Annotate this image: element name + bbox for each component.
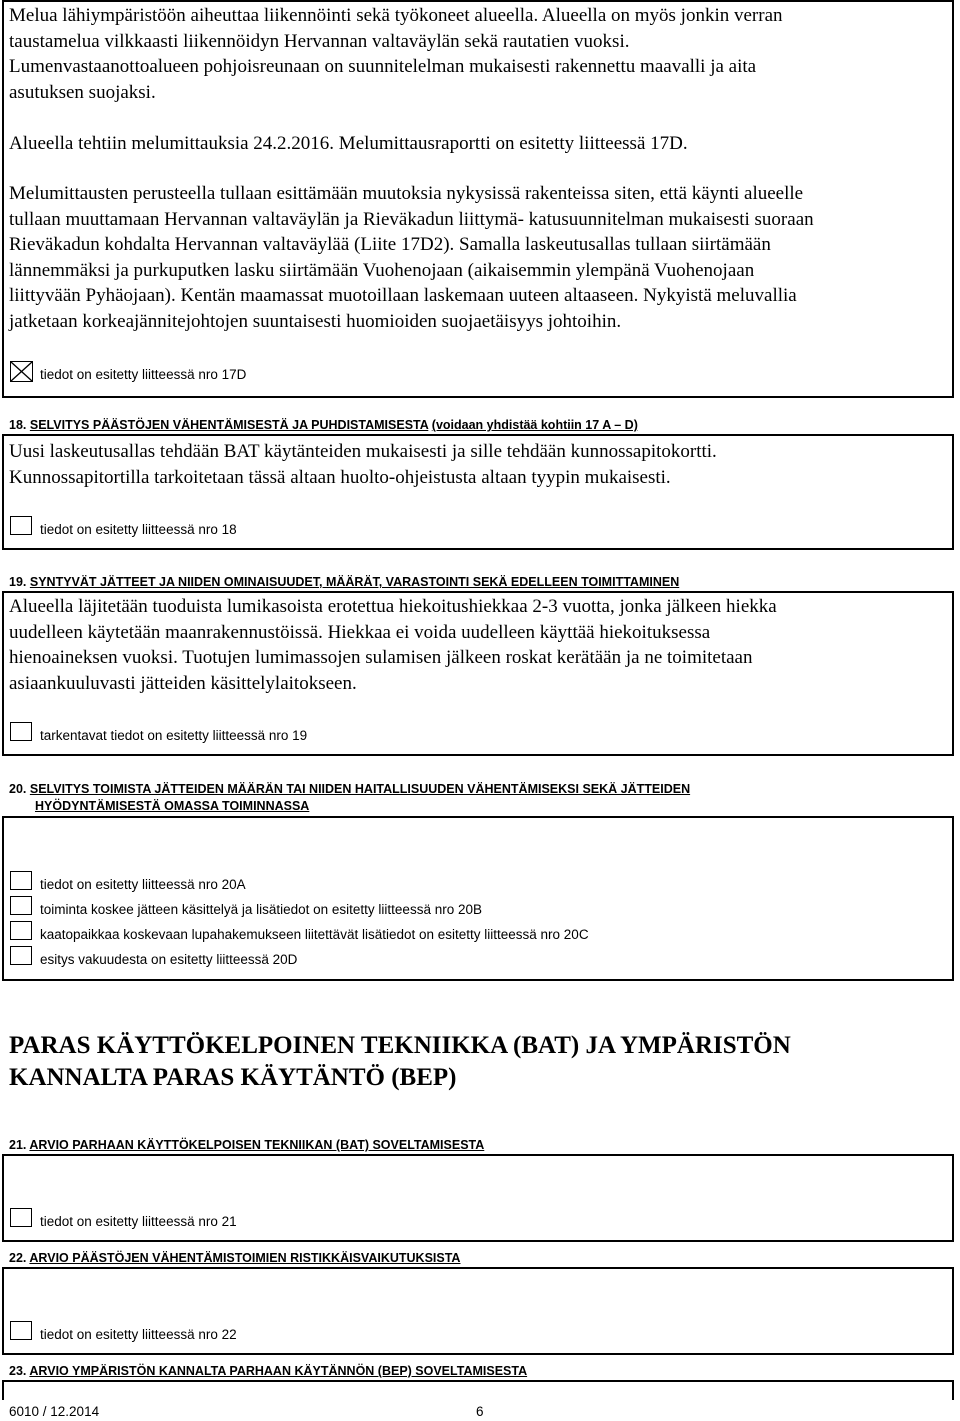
checkbox-18-label: tiedot on esitetty liitteessä nro 18 [40, 522, 237, 537]
checkbox-20d[interactable] [10, 946, 32, 965]
section-19-heading [9, 574, 679, 591]
text-line: Melua lähiympäristöön aiheuttaa liikennöinti sekä työkoneet alueella. Alueella on myös jonkin verran [9, 5, 783, 26]
checkbox-21-label: tiedot on esitetty liitteessä nro 21 [40, 1214, 237, 1229]
text-line: taustamelua vilkkaasti liikennöidyn Hervannan valtaväylän sekä rautatien vuoksi. [9, 30, 630, 52]
checkbox-17d[interactable] [10, 361, 33, 382]
section-17-paragraph-2 [9, 181, 814, 335]
heading-line-2: KANNALTA PARAS KÄYTÄNTÖ (BEP) [9, 1064, 457, 1091]
page-number: 6 [476, 1404, 484, 1419]
heading-line-1: PARAS KÄYTTÖKELPOINEN TEKNIIKKA (BAT) JA YMPÄRISTÖN [9, 1032, 791, 1059]
checkbox-20c-label: kaatopaikkaa koskevaan lupahakemukseen liitettävät lisätiedot on esitetty liitteessä nro 20C [40, 927, 589, 942]
section-title: SYNTYVÄT JÄTTEET JA NIIDEN OMINAISUUDET, MÄÄRÄT, VARASTOINTI SEKÄ EDELLEEN TOIMITTAMINEN [29, 575, 680, 589]
text-line: tullaan muuttamaan Hervannan valtaväylän ja Rieväkadun liittymä- katusuunnitelman mukaisesti suoraan [9, 208, 814, 230]
checkbox-20d-label: esitys vakuudesta on esitetty liitteessä 20D [40, 952, 298, 967]
checkbox-19[interactable] [10, 722, 32, 741]
section-note: (voidaan yhdistää kohtiin 17 A – D) [431, 418, 638, 432]
form-code: 6010 / 12.2014 [9, 1404, 100, 1419]
text-line: Kunnossapitortilla tarkoitetaan tässä altaan huolto-ohjeistusta altaan tyypin mukaisesti. [9, 466, 671, 488]
section-title: ARVIO PARHAAN KÄYTTÖKELPOISEN TEKNIIKAN (BAT) SOVELTAMISESTA [29, 1138, 485, 1152]
section-22-heading [9, 1250, 460, 1267]
text-line: Uusi laskeutusallas tehdään BAT käytänteiden mukaisesti ja sille tehdään kunnossapitokortti. [9, 441, 717, 462]
text-line: lännemmäksi ja purkuputken lasku siirtämään Vuohenojaan (aikaisemmin ylempänä Vuohenojaan [9, 259, 755, 281]
section-21-heading [9, 1137, 484, 1154]
section-23-box [2, 1380, 954, 1400]
section-number: 18. [9, 418, 27, 432]
section-title-line-2: HYÖDYNTÄMISESTÄ OMASSA TOIMINNASSA [35, 799, 310, 813]
checkbox-20b-label: toiminta koskee jätteen käsittelyä ja lisätiedot on esitetty liitteessä nro 20B [40, 902, 482, 917]
checkbox-21[interactable] [10, 1208, 32, 1227]
section-17-paragraph-1 [9, 3, 783, 105]
text-line: jatketaan korkeajännitejohtojen suuntaisesti huomioiden suojaetäisyys johtoihin. [9, 310, 622, 332]
section-title: SELVITYS PÄÄSTÖJEN VÄHENTÄMISESTÄ JA PUHDISTAMISESTA [29, 418, 429, 432]
text-line: Melumittausten perusteella tullaan esittämään muutoksia nykysissä rakenteissa siten, että käynti alueelle [9, 183, 804, 204]
text-line: asiaankuuluvasti jätteiden käsittelylaitokseen. [9, 672, 357, 694]
checkbox-20a[interactable] [10, 871, 32, 890]
checkbox-22[interactable] [10, 1321, 32, 1340]
section-number: 19. [9, 575, 27, 589]
section-title: ARVIO PÄÄSTÖJEN VÄHENTÄMISTOIMIEN RISTIKKÄISVAIKUTUKSISTA [29, 1251, 461, 1265]
section-23-heading [9, 1363, 527, 1380]
section-20-heading [9, 781, 690, 815]
text-line: asutuksen suojaksi. [9, 81, 156, 103]
checkbox-17d-label: tiedot on esitetty liitteessä nro 17D [40, 367, 247, 382]
text-line: Lumenvastaanottoalueen pohjoisreunaan on suunnitelelman mukaisesti rakennettu maavalli ja aita [9, 56, 757, 78]
checkbox-20b[interactable] [10, 896, 32, 915]
section-number: 20. [9, 782, 27, 796]
measurement-line: Alueella tehtiin melumittauksia 24.2.2016. Melumittausraportti on esitetty liitteessä 17D. [9, 133, 688, 154]
text-line: hienoaineksen vuoksi. Tuotujen lumimassojen sulamisen jälkeen roskat kerätään ja ne toimitetaan [9, 647, 753, 669]
text-line: liittyvään Pyhäojaan). Kentän maamassat muotoillaan laskemaan uuteen altaaseen. Nykyistä meluvallia [9, 285, 797, 307]
section-number: 23. [9, 1364, 27, 1378]
checkbox-18[interactable] [10, 516, 32, 535]
checkmark-x-icon [11, 362, 32, 381]
section-number: 21. [9, 1138, 27, 1152]
bat-main-heading [9, 1030, 791, 1094]
text-line: Rieväkadun kohdalta Hervannan valtaväylää (Liite 17D2). Samalla laskeutusallas tullaan siirtämään [9, 234, 771, 256]
section-18-text [9, 439, 717, 490]
section-title: ARVIO YMPÄRISTÖN KANNALTA PARHAAN KÄYTÄNNÖN (BEP) SOVELTAMISESTA [29, 1364, 528, 1378]
section-number: 22. [9, 1251, 27, 1265]
section-19-text [9, 594, 777, 696]
section-title-line-1: SELVITYS TOIMISTA JÄTTEIDEN MÄÄRÄN TAI NIIDEN HAITALLISUUDEN VÄHENTÄMISEKSI SEKÄ JÄTTEIDEN [29, 782, 691, 796]
checkbox-19-label: tarkentavat tiedot on esitetty liitteessä nro 19 [40, 728, 308, 743]
text-line: Alueella läjitetään tuoduista lumikasoista erotettua hiekoitushiekkaa 2-3 vuotta, jonka jälkeen hiekka [9, 596, 777, 617]
checkbox-22-label: tiedot on esitetty liitteessä nro 22 [40, 1327, 237, 1342]
text-line: uudelleen käytetään maanrakennustöissä. Hiekkaa ei voida uudelleen käyttää hiekoituksessa [9, 621, 711, 643]
checkbox-20a-label: tiedot on esitetty liitteessä nro 20A [40, 877, 246, 892]
section-18-heading [9, 417, 638, 434]
checkbox-20c[interactable] [10, 921, 32, 940]
